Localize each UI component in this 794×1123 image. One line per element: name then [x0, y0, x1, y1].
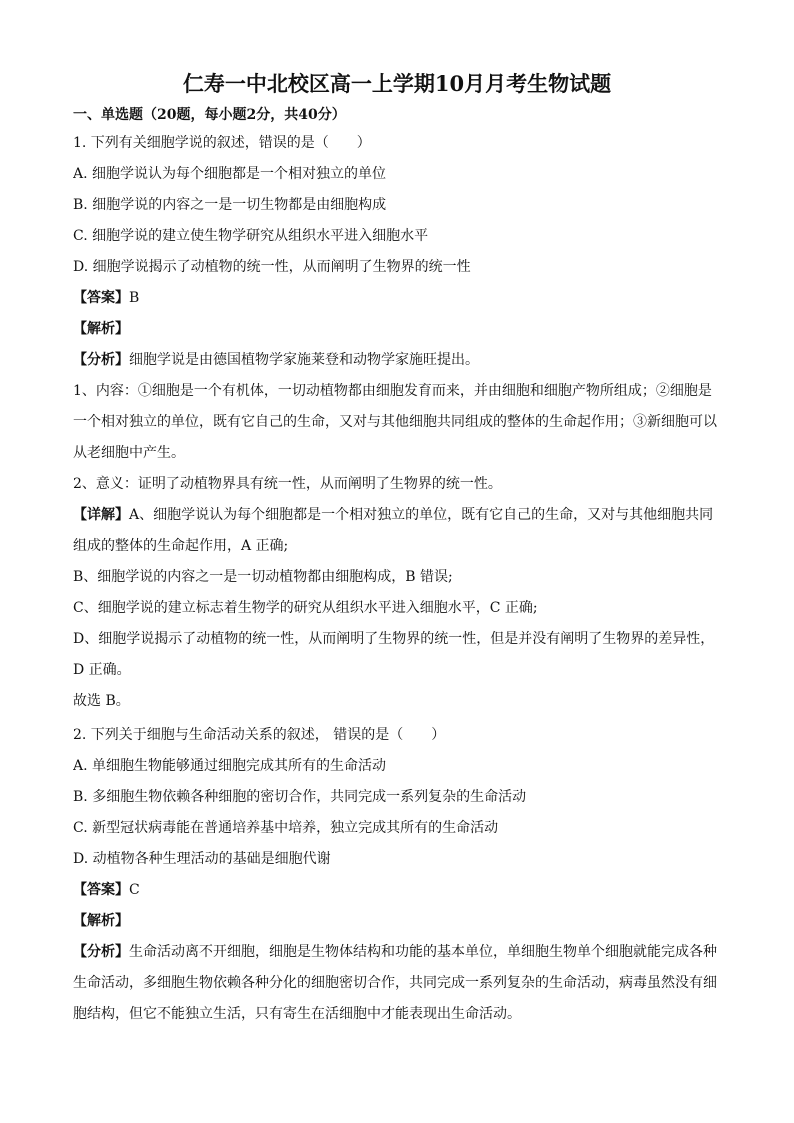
- analysis-tag: 【解析】: [73, 321, 129, 337]
- xiangjie-line-2: 组成的整体的生命起作用，A 正确;: [73, 538, 289, 554]
- content-line-3: 从老细胞中产生。: [73, 445, 185, 461]
- fenxi-tag: 【分析】: [73, 352, 129, 368]
- question-2-answer: [73, 875, 725, 906]
- question-1-fenxi: [73, 345, 725, 376]
- question-1-option-d: D. 细胞学说揭示了动植物的统一性，从而阐明了生物界的统一性: [73, 259, 471, 275]
- content-line-2: 一个相对独立的单位，既有它自己的生命，又对与其他细胞共同组成的整体的生命起作用；③新细胞可以: [73, 414, 717, 430]
- page-title: 仁寿一中北校区高一上学期10月月考生物试题: [182, 71, 612, 96]
- fenxi-line-2: 生命活动，多细胞生物依赖各种分化的细胞密切合作，共同完成一系列复杂的生命活动，病毒虽然没有细: [73, 975, 717, 991]
- question-2: [73, 720, 725, 1030]
- content-line-1: 1、内容：①细胞是一个有机体，一切动植物都由细胞发育而来，并由细胞和细胞产物所组成；②细胞是: [73, 383, 712, 399]
- xiangjie-text: A、细胞学说认为每个细胞都是一个相对独立的单位，既有它自己的生命，又对与其他细胞共同: [129, 507, 714, 523]
- question-1-option-c: C. 细胞学说的建立使生物学研究从组织水平进入细胞水平: [73, 228, 429, 244]
- xiangjie-line-5: D、细胞学说揭示了动植物的统一性，从而阐明了生物界的统一性，但是并没有阐明了生物界的差异性，: [73, 631, 715, 647]
- question-1-option-a: A. 细胞学说认为每个细胞都是一个相对独立的单位: [73, 166, 387, 182]
- question-1-stem: 1. 下列有关细胞学说的叙述，错误的是（ ）: [73, 135, 371, 151]
- answer-tag: 【答案】: [73, 290, 129, 306]
- fenxi-tag: 【分析】: [73, 944, 129, 960]
- section-heading: 一、单选题（20题，每小题2分，共40分）: [73, 107, 346, 123]
- xiangjie-line-6: D 正确。: [73, 662, 131, 678]
- question-1-answer: [73, 283, 725, 314]
- xiangjie-line-4: C、细胞学说的建立标志着生物学的研究从组织水平进入细胞水平，C 正确;: [73, 600, 538, 616]
- analysis-tag: 【解析】: [73, 913, 129, 929]
- question-2-option-b: B. 多细胞生物依赖各种细胞的密切合作，共同完成一系列复杂的生命活动: [73, 789, 527, 805]
- question-2-stem: 2. 下列关于细胞与生命活动关系的叙述， 错误的是（ ）: [73, 727, 446, 743]
- question-2-option-a: A. 单细胞生物能够通过细胞完成其所有的生命活动: [73, 758, 387, 774]
- answer-value: C: [129, 882, 140, 898]
- question-2-option-d: D. 动植物各种生理活动的基础是细胞代谢: [73, 851, 331, 867]
- question-1-option-b: B. 细胞学说的内容之一是一切生物都是由细胞构成: [73, 197, 387, 213]
- question-1: [73, 128, 725, 717]
- xiangjie-line-1: [73, 500, 725, 531]
- answer-tag: 【答案】: [73, 882, 129, 898]
- meaning-line: 2、意义：证明了动植物界具有统一性，从而阐明了生物界的统一性。: [73, 476, 502, 492]
- xiangjie-tag: 【详解】: [73, 507, 129, 523]
- xiangjie-line-7: 故选 B。: [73, 693, 130, 709]
- question-2-option-c: C. 新型冠状病毒能在普通培养基中培养，独立完成其所有的生命活动: [73, 820, 499, 836]
- question-2-fenxi: [73, 937, 725, 968]
- fenxi-text: 细胞学说是由德国植物学家施莱登和动物学家施旺提出。: [129, 352, 479, 368]
- fenxi-line-3: 胞结构，但它不能独立生活，只有寄生在活细胞中才能表现出生命活动。: [73, 1006, 521, 1022]
- xiangjie-line-3: B、细胞学说的内容之一是一切动植物都由细胞构成，B 错误;: [73, 569, 453, 585]
- answer-value: B: [129, 290, 140, 306]
- fenxi-text: 生命活动离不开细胞，细胞是生物体结构和功能的基本单位，单细胞生物单个细胞就能完成各种: [129, 944, 717, 960]
